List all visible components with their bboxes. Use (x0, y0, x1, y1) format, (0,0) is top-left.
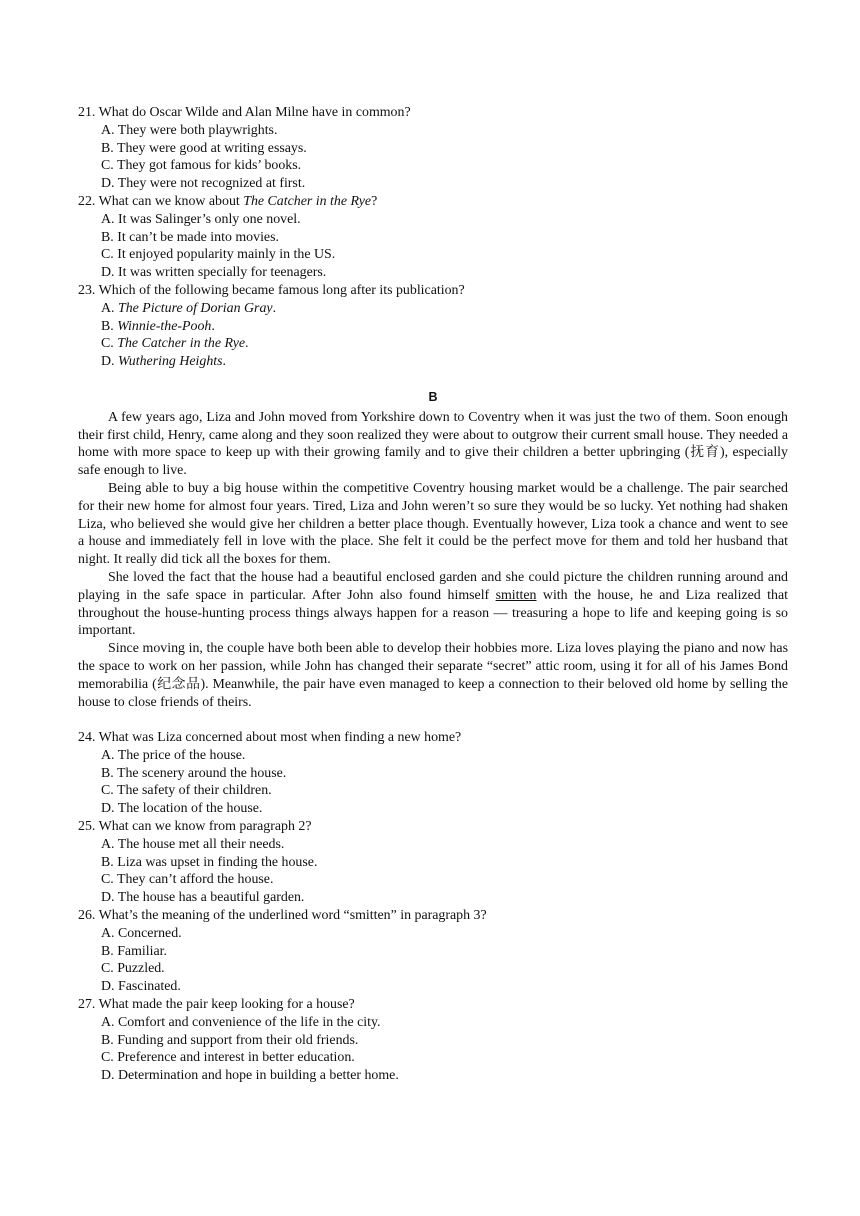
question-25-option-a: A. The house met all their needs. (101, 836, 285, 852)
question-21-stem: 21. What do Oscar Wilde and Alan Milne have in common? (78, 105, 411, 120)
question-25-option-b: B. Liza was upset in finding the house. (101, 854, 318, 870)
question-27-option-c: C. Preference and interest in better education. (101, 1050, 355, 1066)
question-21-option-b: B. They were good at writing essays. (101, 140, 307, 156)
question-23-option-c (0, 335, 860, 353)
option-letter: C. (101, 336, 118, 352)
question-21-option-a: A. They were both playwrights. (101, 122, 278, 138)
question-26-option-a: A. Concerned. (101, 925, 182, 941)
question-21-option-d: D. They were not recognized at first. (101, 176, 306, 192)
question-22-stem-start: 22. What can we know about (78, 193, 244, 209)
question-22-option-a: A. It was Salinger’s only one novel. (101, 211, 301, 227)
question-25-stem: 25. What can we know from paragraph 2? (78, 818, 312, 834)
question-26-option-d: D. Fascinated. (101, 979, 181, 995)
question-23-option-a (0, 300, 860, 318)
book-title: Winnie-the-Pooh (117, 318, 212, 334)
option-letter: D. (101, 354, 118, 370)
question-22-stem-end: ? (371, 193, 378, 209)
question-24-option-b: B. The scenery around the house. (101, 765, 287, 781)
book-title: The Picture of Dorian Gray (117, 300, 273, 316)
question-22-stem (0, 193, 860, 211)
question-25-option-c: C. They can’t afford the house. (101, 872, 274, 888)
question-22-option-b: B. It can’t be made into movies. (101, 229, 279, 245)
question-24-option-c: C. The safety of their children. (101, 783, 272, 799)
passage-paragraph-1: A few years ago, Liza and John moved from Yorkshire down to Coventry when it was just the two of them. Soon enough their first child, Henry, came along and they soon realized they were about to outgrow their current small house. They needed a home with more space to keep up with their growing family and to give their children a better upbringing (抚育), especially safe enough to live. (78, 409, 788, 479)
option-end: . (272, 300, 277, 316)
paragraph-3-after: with the house, he and Liza realized that throughout the house-hunting process things always happen for a reason — treasuring a hope to life and keeping going is so important. (78, 587, 788, 639)
reading-passage-b (78, 389, 788, 711)
question-27-stem: 27. What made the pair keep looking for a house? (78, 996, 355, 1012)
question-25-option-d: D. The house has a beautiful garden. (101, 890, 305, 906)
question-22-option-d: D. It was written specially for teenagers. (101, 265, 327, 281)
option-letter: A. (101, 300, 118, 316)
question-22-stem-title: The Catcher in the Rye (243, 193, 372, 209)
question-24-option-a: A. The price of the house. (101, 747, 246, 763)
question-23-stem: 23. Which of the following became famous long after its publication? (78, 282, 465, 298)
option-end: . (211, 318, 215, 334)
question-group-b (0, 729, 860, 1085)
option-end: . (245, 336, 249, 352)
question-23-option-b (0, 318, 860, 336)
question-24-option-d: D. The location of the house. (101, 801, 263, 817)
question-24-stem: 24. What was Liza concerned about most when finding a new home? (78, 730, 462, 745)
question-26-option-b: B. Familiar. (101, 943, 167, 959)
option-letter: B. (101, 318, 118, 334)
question-26-stem: 26. What’s the meaning of the underlined word “smitten” in paragraph 3? (78, 907, 487, 923)
book-title: The Catcher in the Rye (117, 336, 246, 352)
paragraph-3-before: She loved the fact that the house had a beautiful enclosed garden and she could picture the children running around and playing in the safe space in particular. After John also found himself (78, 569, 788, 603)
question-23-option-d (0, 353, 860, 371)
question-27-option-b: B. Funding and support from their old friends. (101, 1032, 359, 1048)
passage-paragraph-4: Since moving in, the couple have both been able to develop their hobbies more. Liza loves playing the piano and now has the space to work on her passion, while John has changed their separate “secret” attic room, using it for all of his James Bond memorabilia (纪念品). Meanwhile, the pair have even managed to keep a connection to their beloved old home by selling the house to close friends of theirs. (78, 641, 788, 710)
book-title: Wuthering Heights (117, 354, 223, 370)
question-21-option-c: C. They got famous for kids’ books. (101, 158, 302, 174)
question-27-option-d: D. Determination and hope in building a better home. (101, 1068, 399, 1084)
passage-paragraph-2: Being able to buy a big house within the competitive Coventry housing market would be a challenge. The pair searched for their new home for almost four years. Tired, Liza and John weren’t so sure they would be so lucky. Yet nothing had shaken Liza, who believed she would give her children a better place though. Eventually however, Liza took a chance and went to see a house and immediately fell in love with the place. She felt it could be the perfect move for them and told her husband that night. It really did tick all the boxes for them. (78, 480, 788, 568)
underlined-word: smitten (495, 587, 537, 603)
passage-paragraph-3 (78, 569, 788, 640)
question-26-option-c: C. Puzzled. (101, 961, 165, 977)
question-group-a (0, 104, 860, 371)
option-end: . (222, 354, 227, 370)
section-heading: B (428, 390, 438, 404)
question-27-option-a: A. Comfort and convenience of the life in the city. (101, 1014, 381, 1030)
question-22-option-c: C. It enjoyed popularity mainly in the US. (101, 247, 336, 263)
